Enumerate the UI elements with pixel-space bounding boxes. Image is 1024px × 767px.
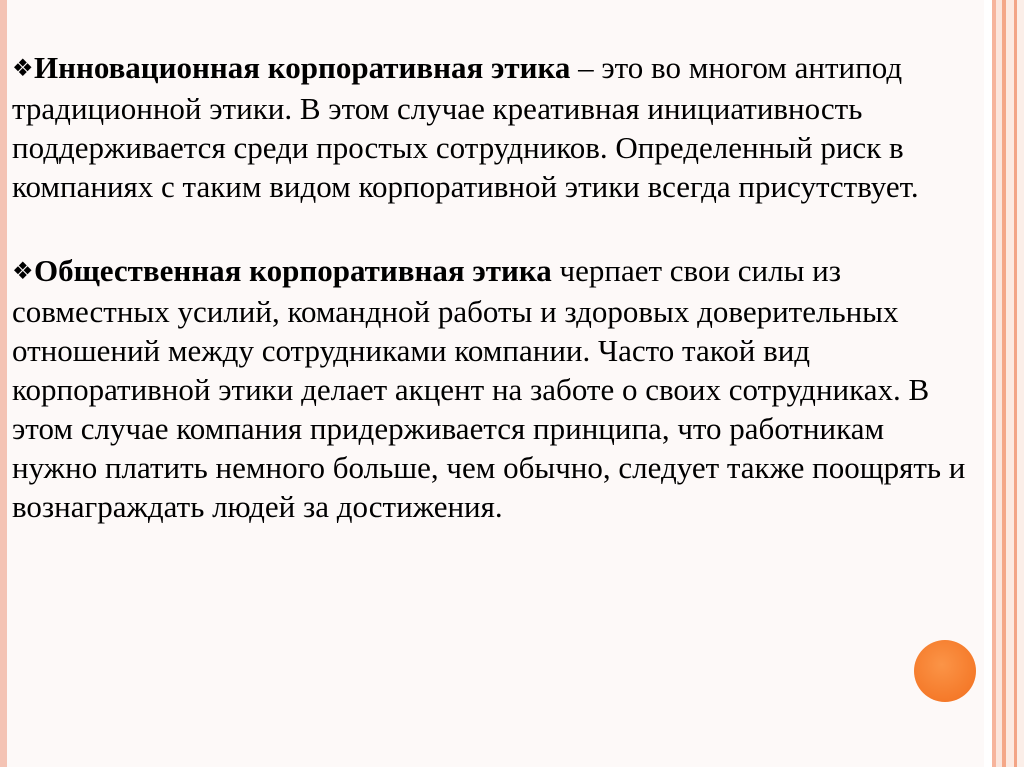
- paragraph-innovative-ethics: [12, 48, 967, 206]
- slide-content: [12, 48, 967, 526]
- diamond-bullet-icon: ❖: [12, 56, 34, 82]
- diamond-bullet-icon: ❖: [12, 259, 34, 285]
- right-stripes-decoration: [984, 0, 1024, 767]
- paragraph-social-ethics: [12, 251, 967, 526]
- paragraph-text: черпает свои силы из совместных усилий, командной работы и здоровых доверительных отношений между сотрудниками компании. Часто такой вид корпоративной этики делает акцент на заботе о своих сотрудниках. В этом случае компания придерживается принципа, что работникам нужно платить немного больше, чем обычно, следует также поощрять и вознаграждать людей за достижения.: [12, 253, 966, 524]
- left-border-decoration: [0, 0, 7, 767]
- term-innovative-ethics: Инновационная корпоративная этика: [34, 50, 571, 85]
- term-social-ethics: Общественная корпоративная этика: [34, 253, 552, 288]
- orange-circle-icon: [914, 640, 976, 702]
- paragraph-text: – это во многом антипод традиционной этики. В этом случае креативная инициативность поддерживается среди простых сотрудников. Определенный риск в компаниях с таким видом корпоративной этики всегда присутствует.: [12, 50, 919, 204]
